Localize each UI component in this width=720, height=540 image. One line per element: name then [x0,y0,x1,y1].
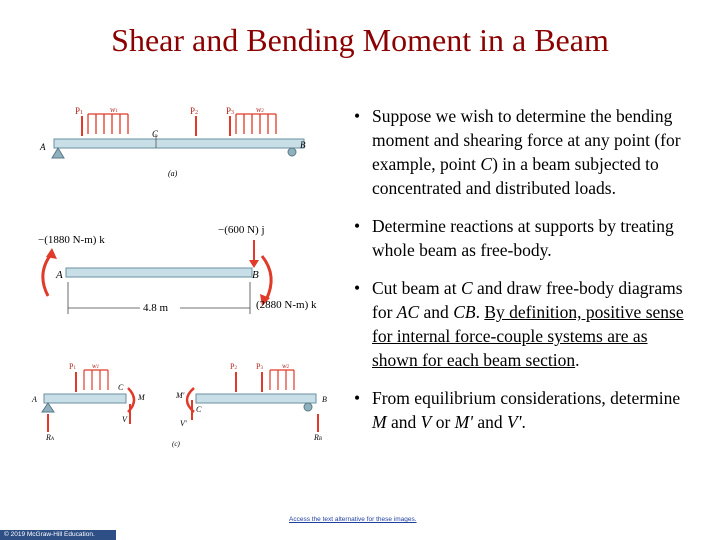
bullet-text: . [575,350,580,370]
bullet-item [350,104,695,200]
bullet-text: M [372,412,387,432]
bullet-list [350,104,695,448]
bullet-text: and [419,302,454,322]
bullet-text: From equilibrium considerations, determine [372,388,681,408]
bullet-text: By definition, positive sense for internal force-couple systems are as shown for each beam section [372,302,684,370]
bullet-text: C [460,278,473,298]
label-w2-c: w2 [282,362,290,370]
distributed-load-w1 [88,114,128,134]
bullet-text: . [521,412,526,432]
label-ra: RA [46,433,54,442]
moment-arrow-b [262,256,271,300]
bullet-text: CB [453,302,476,322]
bullet-item [350,214,695,262]
bullet-text: and draw free-body diagrams for [372,278,683,322]
bullet-text: AC [396,302,420,322]
beam-section-cb [196,394,316,403]
bullet-item [350,386,695,434]
label-v: V [122,415,127,424]
page-title: Shear and Bending Moment in a Beam [111,22,609,58]
figure-b-reactions [30,218,340,328]
bullet-text: Cut beam at [372,278,461,298]
bullet-text: Determine reactions at supports by treating whole beam as free-body. [372,216,674,260]
beam-a [54,139,304,148]
bullet-text: C [480,154,493,174]
figure-a-loaded-beam [30,104,320,189]
label-rb: RB [314,433,322,442]
moment-arrow-a [43,253,52,296]
label-vprime: V' [180,419,187,428]
beam-section-ac [44,394,126,403]
pin-support-a-c [42,403,54,412]
distributed-load-w2-right [270,370,294,390]
bullet-text: ) in a beam subjected to concentrated and distributed loads. [372,154,659,198]
distributed-load-w2 [236,114,276,134]
label-b: B [300,140,306,150]
roller-support-b-c [304,403,312,411]
caption-c: (c) [172,440,180,448]
force-arrowhead-b [249,260,259,268]
label-p1-c: P1 [69,362,76,371]
bullet-dot: • [354,278,361,298]
label-w1-c: w1 [92,362,100,370]
label-mprime: M' [176,391,185,400]
bullet-text: V' [507,412,522,432]
bullet-dot: • [354,216,361,236]
label-m: M [138,393,145,402]
roller-support-b [288,148,296,156]
label-p2-c: P2 [230,362,237,371]
copyright-footer: © 2019 McGraw-Hill Education. [0,530,116,540]
pin-support-a [52,148,64,158]
label-w1: w1 [110,105,118,114]
label-p3: P3 [226,106,235,116]
length-label: 4.8 m [143,302,169,314]
caption-a: (a) [168,169,178,178]
label-w2: w2 [256,105,264,114]
label-c-left: C [118,383,124,392]
bullet-text: and [386,412,421,432]
text-alternative-link[interactable]: Access the text alternative for these images. [289,516,417,523]
force-b-label: −(600 N) j [218,224,265,236]
bullet-text: . [475,302,485,322]
moment-a-label: −(1880 N-m) k [38,234,105,246]
bullet-dot: • [354,388,361,408]
label-p3-c: P3 [256,362,263,371]
beam-b [66,268,252,277]
bullet-text: Suppose we wish to determine the bending moment and shearing force at any point (for example, point [372,106,681,174]
label-c: C [152,129,159,139]
label-c-right: C [196,405,202,414]
bullet-text: or [431,412,455,432]
label-a: A [56,269,63,281]
moment-b-label: (2880 N-m) k [256,299,317,311]
bullet-text: M' [454,412,473,432]
label-b-c: B [322,395,327,404]
label-a: A [40,142,46,152]
bullet-text: V [420,412,432,432]
bullet-item [350,276,695,372]
figure-c-free-body [30,360,340,450]
bullet-dot: • [354,106,361,126]
label-a-c: A [32,395,37,404]
label-p1: P1 [75,106,84,116]
distributed-load-w1-left [84,370,108,390]
label-b: B [252,269,259,281]
label-p2: P2 [190,106,199,116]
bullet-text: and [472,412,507,432]
